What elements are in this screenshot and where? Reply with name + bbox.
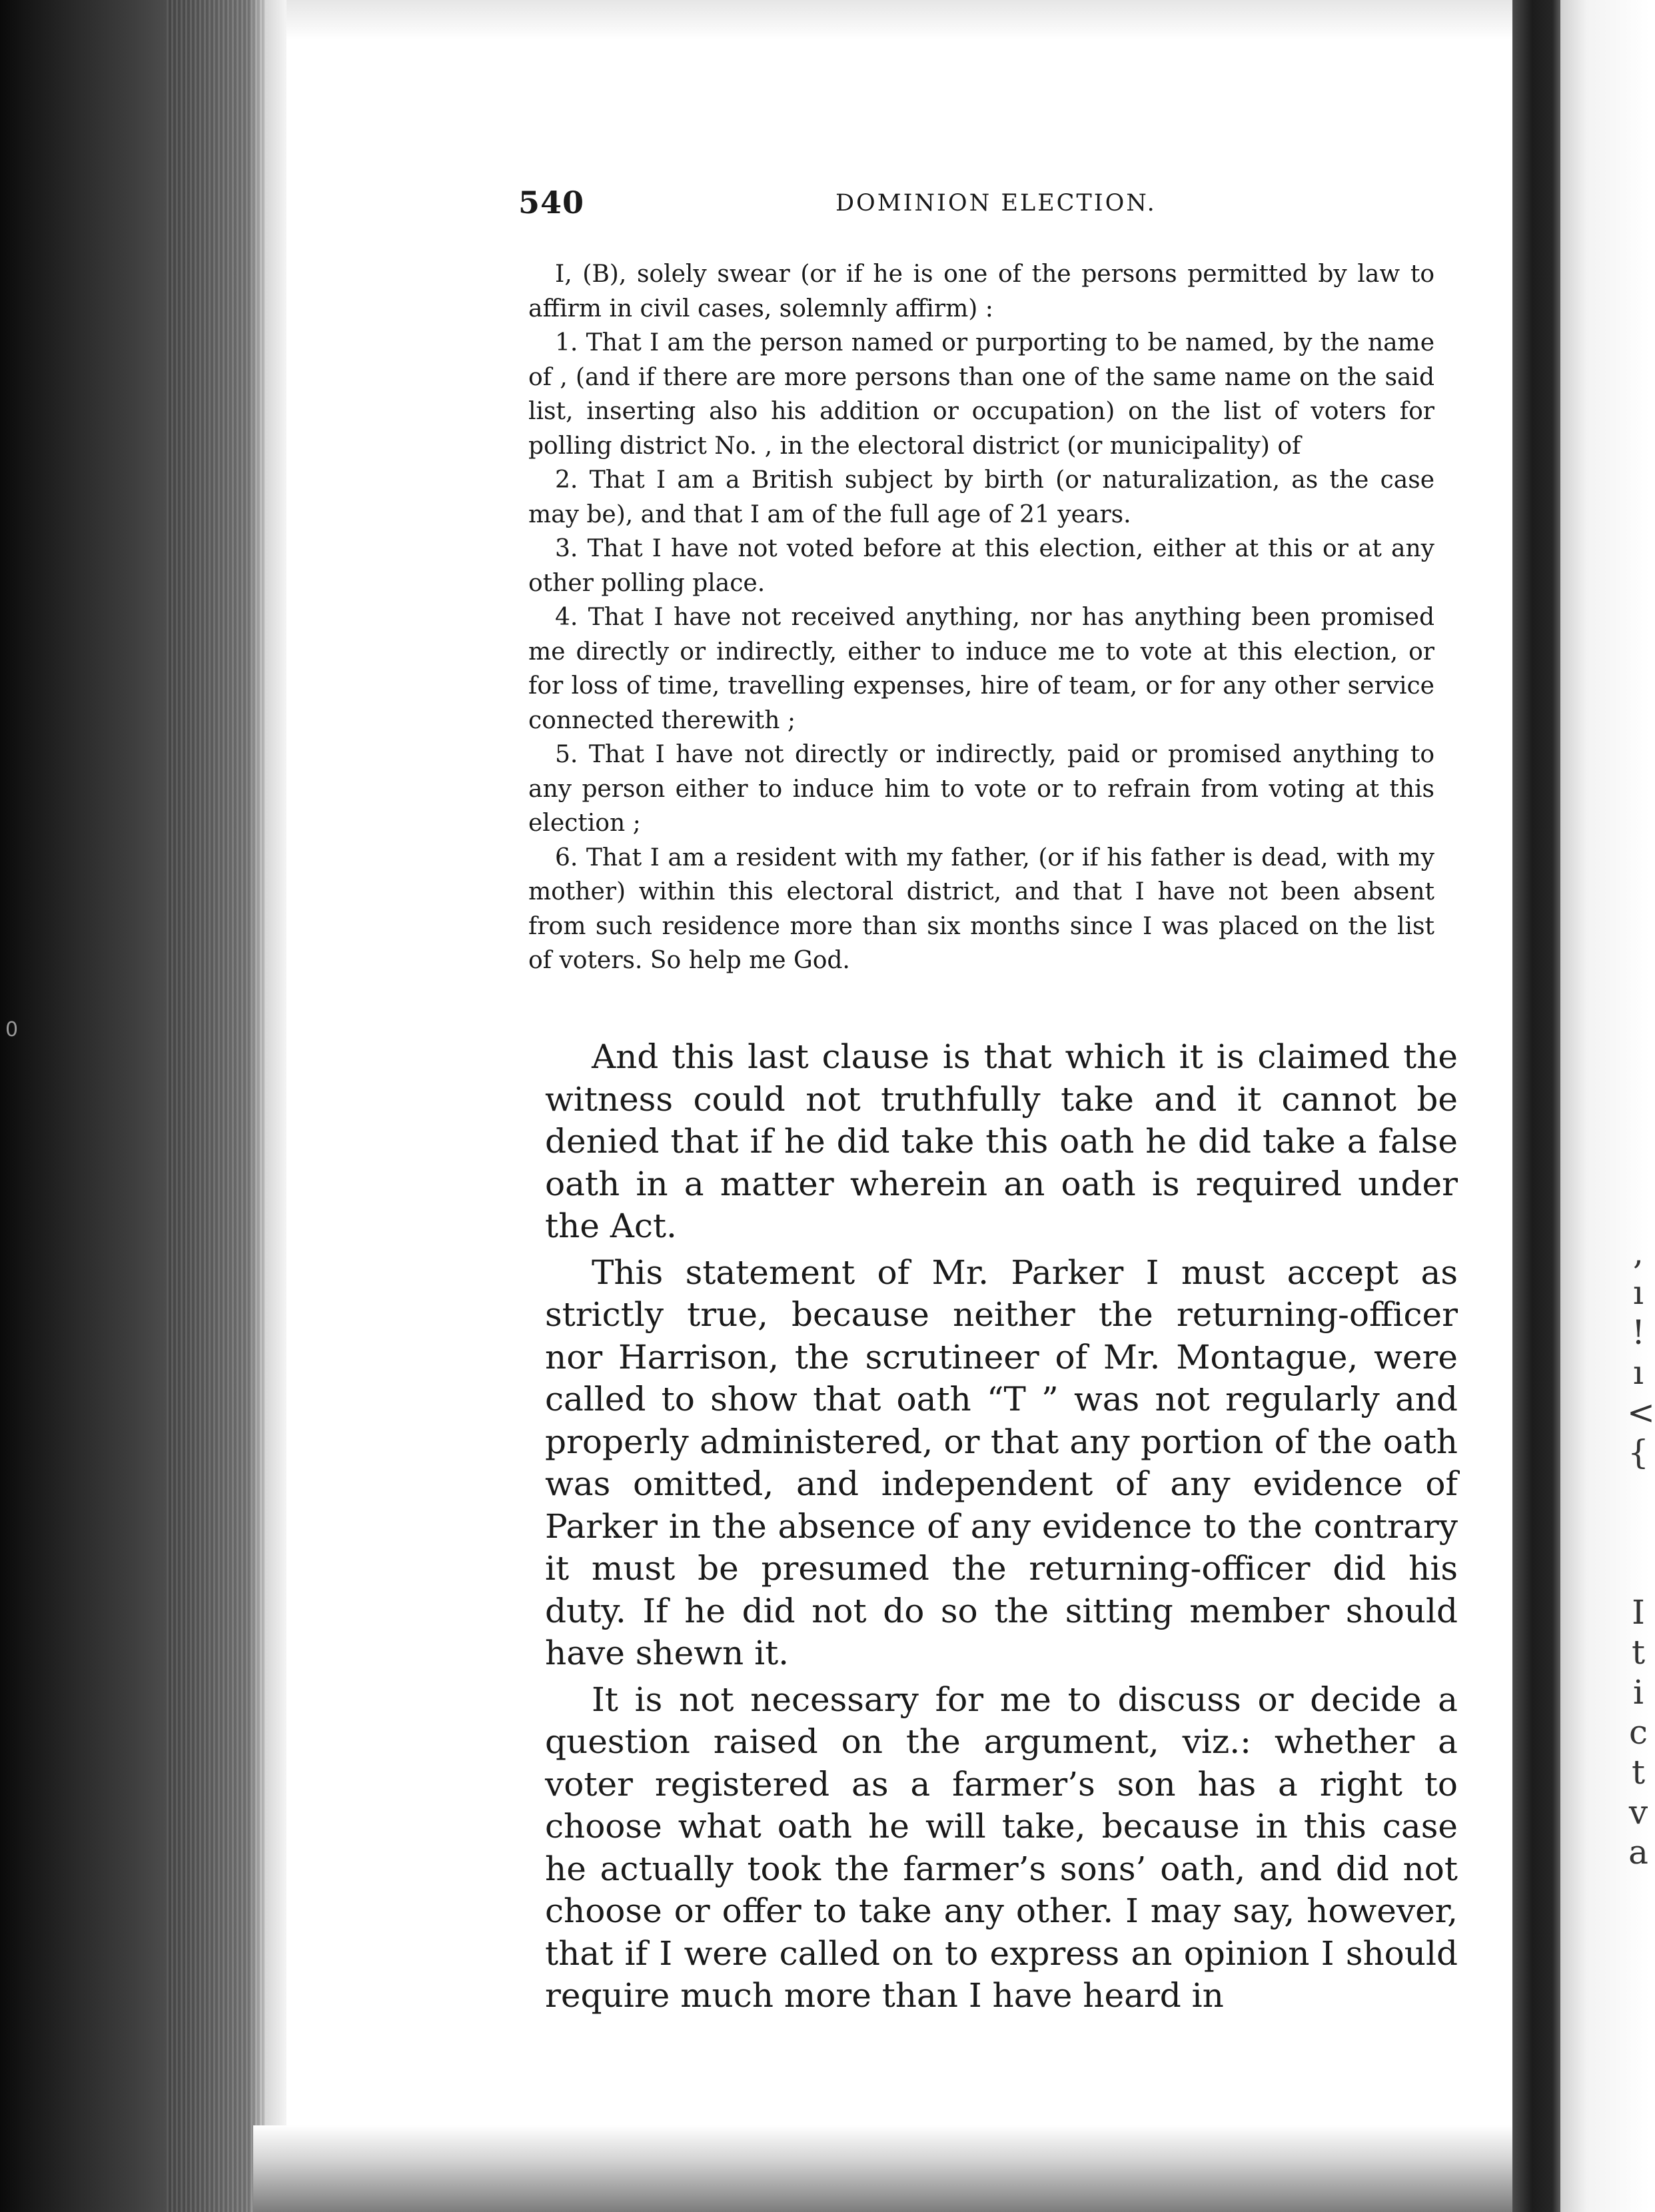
oath-intro: I, (B), solely swear (or if he is one of the persons permitted by law to affirm in civil cases, solemnly affirm) : <box>528 261 1434 322</box>
oath-form <box>528 257 1434 978</box>
page-stack-texture <box>167 0 267 2212</box>
oath-clause-6: 6. That I am a resident with my father, (or if his father is dead, with my mother) within this electoral district, and that I have not been absent from such residence more than six months since I was placed on the list of voters. So help me God. <box>528 843 1434 974</box>
fragment-glyph: a <box>1628 1833 1648 1872</box>
left-margin-mark: 0 <box>5 1018 19 1041</box>
judgment-text <box>545 1036 1458 2021</box>
fragment-glyph: c <box>1628 1713 1648 1752</box>
fragment-glyph: , <box>1633 1233 1644 1272</box>
fragment-glyph: t <box>1631 1633 1646 1672</box>
oath-clause-3: 3. That I have not voted before at this election, either at this or at any other polling place. <box>528 535 1434 597</box>
oath-clause-5: 5. That I have not directly or indirectly, paid or promised anything to any person either to induce him to vote or to refrain from voting at this election ; <box>528 741 1434 837</box>
oath-clause-1: 1. That I am the person named or purporting to be named, by the name of , (and if there are more persons than one of the same name on the said list, inserting also his addition or occupation) on the list of voters for polling district No. , in the electoral district (or municipality) of <box>528 329 1434 460</box>
oath-clause-2: 2. That I am a British subject by birth (or naturalization, as the case may be), and that I am of the full age of 21 years. <box>528 466 1434 528</box>
top-shadow <box>286 0 1519 40</box>
fragment-glyph: I <box>1632 1593 1645 1632</box>
fragment-glyph: v <box>1628 1793 1648 1832</box>
running-head: DOMINION ELECTION. <box>835 190 1157 217</box>
fragment-glyph: ! <box>1631 1313 1646 1352</box>
bottom-shadow <box>253 2125 1519 2212</box>
body-paragraph-2: This statement of Mr. Parker I must accept as strictly true, because neither the returning-officer nor Harrison, the scrutineer of Mr. Montague, were called to show that oath “T ” was not regularly and properly administered, or that any portion of the oath was omitted, and independent of any evidence of Parker in the absence of any evidence to the contrary it must be presumed the returning-officer did his duty. If he did not do so the sitting member should have shewn it. <box>545 1253 1458 1672</box>
facing-page-fragment-lower <box>1627 1592 1650 1872</box>
facing-page-fragment-upper <box>1627 1233 1655 1472</box>
oath-clause-4: 4. That I have not received anything, nor has anything been promised me directly or indirectly, either to induce me to vote at this election, or for loss of time, travelling expenses, hire of team, or for any other service connected therewith ; <box>528 604 1434 734</box>
fragment-glyph: ı <box>1633 1273 1644 1312</box>
fragment-glyph: { <box>1628 1433 1649 1472</box>
fragment-glyph: t <box>1631 1753 1646 1792</box>
body-paragraph-3: It is not necessary for me to discuss or decide a question raised on the argument, viz.: whether a voter registered as a farmer’s son has a right to choose what oath he will take, because in this case he actually took the farmer’s sons’ oath, and did not choose or offer to take any other. I may say, however, that if I were called on to express an opinion I should require much more than I have heard in <box>545 1680 1458 2015</box>
fragment-glyph: ı <box>1633 1353 1644 1392</box>
fragment-glyph: < <box>1627 1393 1655 1432</box>
page-number: 540 <box>518 185 585 221</box>
fragment-glyph: i <box>1633 1673 1644 1712</box>
book-gutter <box>1512 0 1560 2212</box>
body-paragraph-1: And this last clause is that which it is claimed the witness could not truthfully take and it cannot be denied that if he did take this oath he did take a false oath in a matter wherein an oath is required under the Act. <box>545 1037 1458 1245</box>
facing-page-edge <box>1560 0 1655 2212</box>
